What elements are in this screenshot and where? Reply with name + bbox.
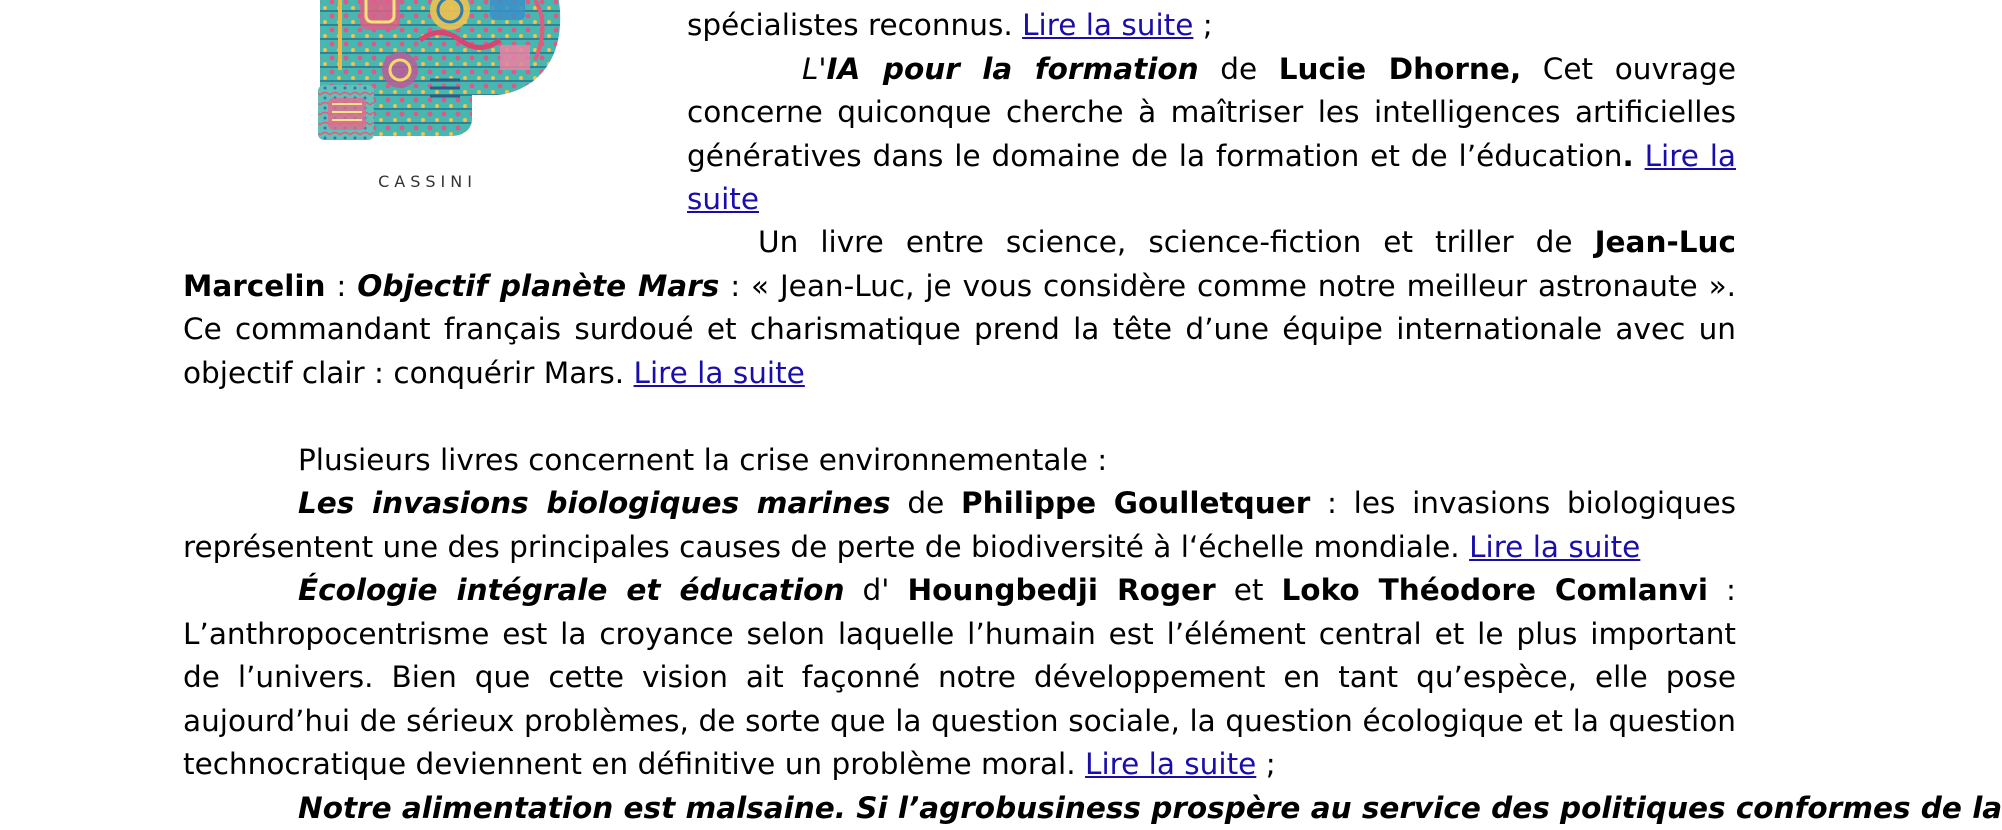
book-entry-ecologie [183,569,1736,787]
intro-after: ; [1203,8,1213,42]
book-author1-ecologie: Houngbedji Roger [907,573,1215,607]
book-cover-image [300,0,580,145]
book-cover-illustration [300,0,580,145]
book-entry-ia [687,48,1736,222]
book-title-ecologie: Écologie intégrale et éducation [298,573,844,607]
read-more-link-intro[interactable]: Lire la suite [1022,8,1193,42]
book-author-mars: Jean-Luc Marcelin [183,225,1736,303]
book-entry-mars [183,221,1736,395]
book-author2-ecologie: Loko Théodore Comlanvi [1282,573,1708,607]
intro-text: spécialistes reconnus. [687,8,1013,42]
book-period-ia: . [1622,139,1633,173]
book-by-invasions: de [907,486,944,520]
read-more-link-ecologie[interactable]: Lire la suite [1085,747,1256,781]
book-title-invasions: Les invasions biologiques marines [298,486,891,520]
environment-intro: Plusieurs livres concernent la crise environnementale : [183,439,1736,483]
mars-sep: : [326,269,358,303]
book-entry-invasions [183,482,1736,569]
book-description-invasions: : les invasions biologiques représentent une des principales causes de perte de biodiversité à l‘échelle mondiale. [183,486,1736,564]
mars-lead: Un livre entre science, science-fiction et triller de [758,225,1573,259]
book-and-ecologie: et [1234,573,1264,607]
book-list-main [183,221,1736,830]
paragraph-gap [183,395,1736,439]
book-title-ia-prefix: L'IA pour la formation [802,52,1199,86]
book-by-ecologie: d' [863,573,890,607]
read-more-link-ia[interactable]: Lire la suite [687,139,1736,217]
book-author-ia: Lucie Dhorne, [1279,52,1521,86]
read-more-link-invasions[interactable]: Lire la suite [1469,530,1640,564]
book-description-ecologie: : L’anthropocentrisme est la croyance selon laquelle l’humain est l’élément central et le plus important de l’univers. Bien que cette vision ait façonné notre développement en tant qu’espèce, elle pose aujourd’hui de sérieux problèmes, de sorte que la question sociale, la question écologique et la question technocratique deviennent en définitive un problème moral. [183,573,1736,781]
read-more-link-mars[interactable]: Lire la suite [634,356,805,390]
ecologie-after: ; [1266,747,1276,781]
book-description-ia: Cet ouvrage concerne quiconque cherche à maîtriser les intelligences artificielles génératives dans le domaine de la formation et de l’éducation [687,52,1736,173]
book-list-right-column [687,4,1736,222]
publisher-name: CASSINI [300,172,555,191]
book-author-invasions: Philippe Goulletquer [961,486,1310,520]
book-entry-cutoff: Notre alimentation est malsaine. Si l’agrobusiness prospère au service des politiques conformes de la [183,787,1736,830]
book-title-mars: Objectif planète Mars [357,269,719,303]
intro-continuation [687,4,1736,48]
book-by-ia: de [1220,52,1257,86]
book-description-mars: : « Jean-Luc, je vous considère comme notre meilleur astronaute ». Ce commandant français surdoué et charismatique prend la tête d’une équipe internationale avec un objectif clair : conquérir Mars. [183,269,1736,390]
